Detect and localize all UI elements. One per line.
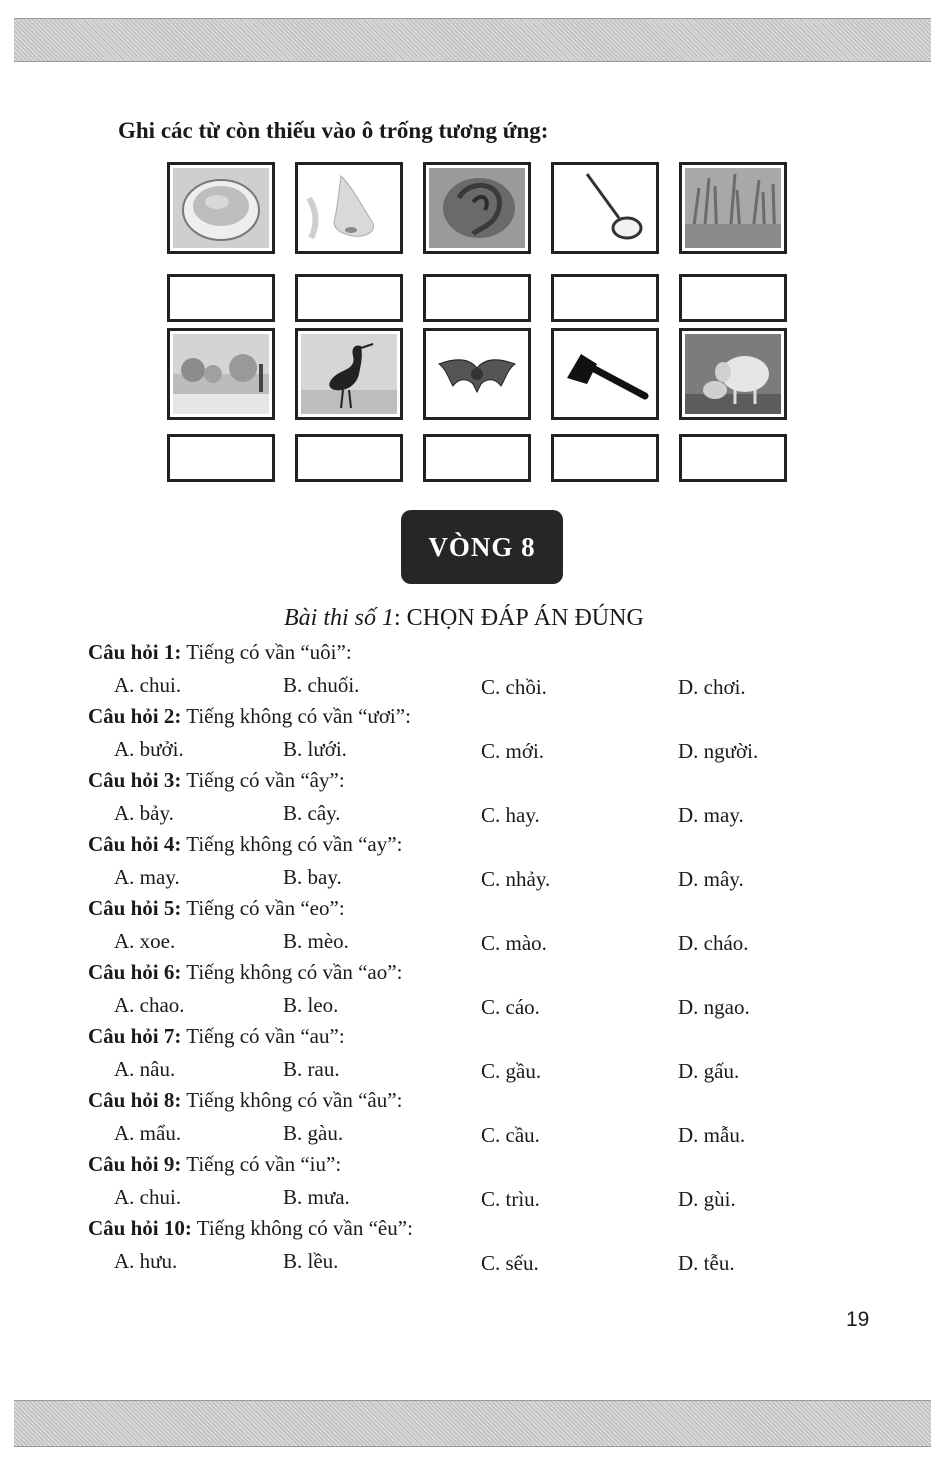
question-text: Tiếng có vần “ây”: bbox=[181, 768, 345, 792]
question-label: Câu hỏi 7: bbox=[88, 1024, 182, 1048]
question-label: Câu hỏi 9: bbox=[88, 1152, 182, 1176]
heron-icon bbox=[295, 328, 403, 420]
question-label: Câu hỏi 8: bbox=[88, 1088, 182, 1112]
answer-option[interactable]: D. tễu. bbox=[678, 1251, 735, 1275]
answer-option[interactable]: D. người. bbox=[678, 739, 759, 763]
answer-option[interactable]: B. chuối. bbox=[283, 673, 360, 697]
answer-box[interactable] bbox=[679, 434, 787, 482]
answer-option[interactable]: C. chồi. bbox=[481, 675, 547, 699]
answer-box[interactable] bbox=[551, 274, 659, 322]
question-label: Câu hỏi 10: bbox=[88, 1216, 192, 1240]
answer-option[interactable]: B. mèo. bbox=[283, 929, 349, 953]
answer-option[interactable]: A. mẩu. bbox=[114, 1121, 182, 1145]
question-text: Tiếng không có vần “ao”: bbox=[181, 960, 403, 984]
answer-box[interactable] bbox=[167, 274, 275, 322]
nose-icon bbox=[295, 162, 403, 254]
answer-option[interactable]: D. chơi. bbox=[678, 675, 746, 699]
bat-icon bbox=[423, 328, 531, 420]
answer-option[interactable]: A. chui. bbox=[114, 673, 182, 697]
answer-option[interactable]: B. gàu. bbox=[283, 1121, 344, 1145]
answer-option[interactable]: B. mưa. bbox=[283, 1185, 350, 1209]
spoon-icon bbox=[551, 162, 659, 254]
bottom-band bbox=[14, 1400, 931, 1447]
axe-icon bbox=[551, 328, 659, 420]
answer-box[interactable] bbox=[423, 434, 531, 482]
sheep-icon bbox=[679, 328, 787, 420]
answer-option[interactable]: C. cáo. bbox=[481, 995, 540, 1019]
answer-option[interactable]: B. lều. bbox=[283, 1249, 339, 1273]
answer-option[interactable]: A. bưởi. bbox=[114, 737, 184, 761]
question-4 bbox=[88, 832, 402, 857]
answer-option[interactable]: C. gầu. bbox=[481, 1059, 542, 1083]
grass-icon bbox=[679, 162, 787, 254]
answer-option[interactable]: D. may. bbox=[678, 803, 744, 827]
answer-box[interactable] bbox=[295, 434, 403, 482]
question-text: Tiếng không có vần “âu”: bbox=[181, 1088, 403, 1112]
answer-option[interactable]: B. cây. bbox=[283, 801, 341, 825]
answer-option[interactable]: D. mẫu. bbox=[678, 1123, 746, 1147]
answer-option[interactable]: A. xoe. bbox=[114, 929, 176, 953]
round-badge: VÒNG 8 bbox=[401, 510, 563, 584]
answer-option[interactable]: D. cháo. bbox=[678, 931, 749, 955]
answer-option[interactable]: C. sếu. bbox=[481, 1251, 539, 1275]
question-label: Câu hỏi 6: bbox=[88, 960, 182, 984]
answer-option[interactable]: A. chui. bbox=[114, 1185, 182, 1209]
answer-option[interactable]: A. hưu. bbox=[114, 1249, 178, 1273]
question-text: Tiếng có vần “iu”: bbox=[181, 1152, 342, 1176]
answer-option[interactable]: C. mào. bbox=[481, 931, 547, 955]
answer-option[interactable]: B. lưới. bbox=[283, 737, 347, 761]
question-2 bbox=[88, 704, 411, 729]
section-title bbox=[284, 605, 644, 632]
answer-option[interactable]: D. gùi. bbox=[678, 1187, 736, 1211]
question-1 bbox=[88, 640, 352, 665]
landscape-icon bbox=[167, 328, 275, 420]
question-text: Tiếng có vần “au”: bbox=[181, 1024, 345, 1048]
question-label: Câu hỏi 2: bbox=[88, 704, 182, 728]
answer-option[interactable]: D. gấu. bbox=[678, 1059, 740, 1083]
answer-option[interactable]: C. nhảy. bbox=[481, 867, 551, 891]
question-5 bbox=[88, 896, 345, 921]
question-label: Câu hỏi 4: bbox=[88, 832, 182, 856]
question-3 bbox=[88, 768, 345, 793]
ear-icon bbox=[423, 162, 531, 254]
answer-box[interactable] bbox=[295, 274, 403, 322]
answer-option[interactable]: A. bảy. bbox=[114, 801, 174, 825]
answer-box[interactable] bbox=[167, 434, 275, 482]
question-text: Tiếng có vần “eo”: bbox=[181, 896, 345, 920]
answer-box[interactable] bbox=[679, 274, 787, 322]
section-title-rest: : CHỌN ĐÁP ÁN ĐÚNG bbox=[394, 605, 644, 631]
question-label: Câu hỏi 5: bbox=[88, 896, 182, 920]
question-9 bbox=[88, 1152, 341, 1177]
top-band bbox=[14, 18, 931, 62]
question-text: Tiếng không có vần “êu”: bbox=[191, 1216, 413, 1240]
question-10 bbox=[88, 1216, 413, 1241]
question-text: Tiếng có vần “uôi”: bbox=[181, 640, 352, 664]
answer-option[interactable]: C. mới. bbox=[481, 739, 545, 763]
question-text: Tiếng không có vần “ươi”: bbox=[181, 704, 411, 728]
page-number: 19 bbox=[846, 1308, 870, 1331]
answer-option[interactable]: C. hay. bbox=[481, 803, 540, 827]
question-label: Câu hỏi 3: bbox=[88, 768, 182, 792]
answer-option[interactable]: A. nâu. bbox=[114, 1057, 176, 1081]
question-text: Tiếng không có vần “ay”: bbox=[181, 832, 403, 856]
exercise-instruction: Ghi các từ còn thiếu vào ô trống tương ứng: bbox=[118, 118, 549, 143]
answer-option[interactable]: A. may. bbox=[114, 865, 180, 889]
answer-option[interactable]: C. cầu. bbox=[481, 1123, 540, 1147]
question-6 bbox=[88, 960, 402, 985]
answer-option[interactable]: A. chao. bbox=[114, 993, 185, 1017]
answer-option[interactable]: C. trìu. bbox=[481, 1187, 540, 1211]
answer-box[interactable] bbox=[423, 274, 531, 322]
section-title-italic: Bài thi số 1 bbox=[284, 605, 395, 631]
answer-option[interactable]: D. mây. bbox=[678, 867, 744, 891]
answer-option[interactable]: B. bay. bbox=[283, 865, 342, 889]
question-8 bbox=[88, 1088, 402, 1113]
question-7 bbox=[88, 1024, 345, 1049]
bowl-icon bbox=[167, 162, 275, 254]
answer-option[interactable]: B. rau. bbox=[283, 1057, 340, 1081]
answer-option[interactable]: D. ngao. bbox=[678, 995, 750, 1019]
answer-option[interactable]: B. leo. bbox=[283, 993, 339, 1017]
question-label: Câu hỏi 1: bbox=[88, 640, 182, 664]
answer-box[interactable] bbox=[551, 434, 659, 482]
